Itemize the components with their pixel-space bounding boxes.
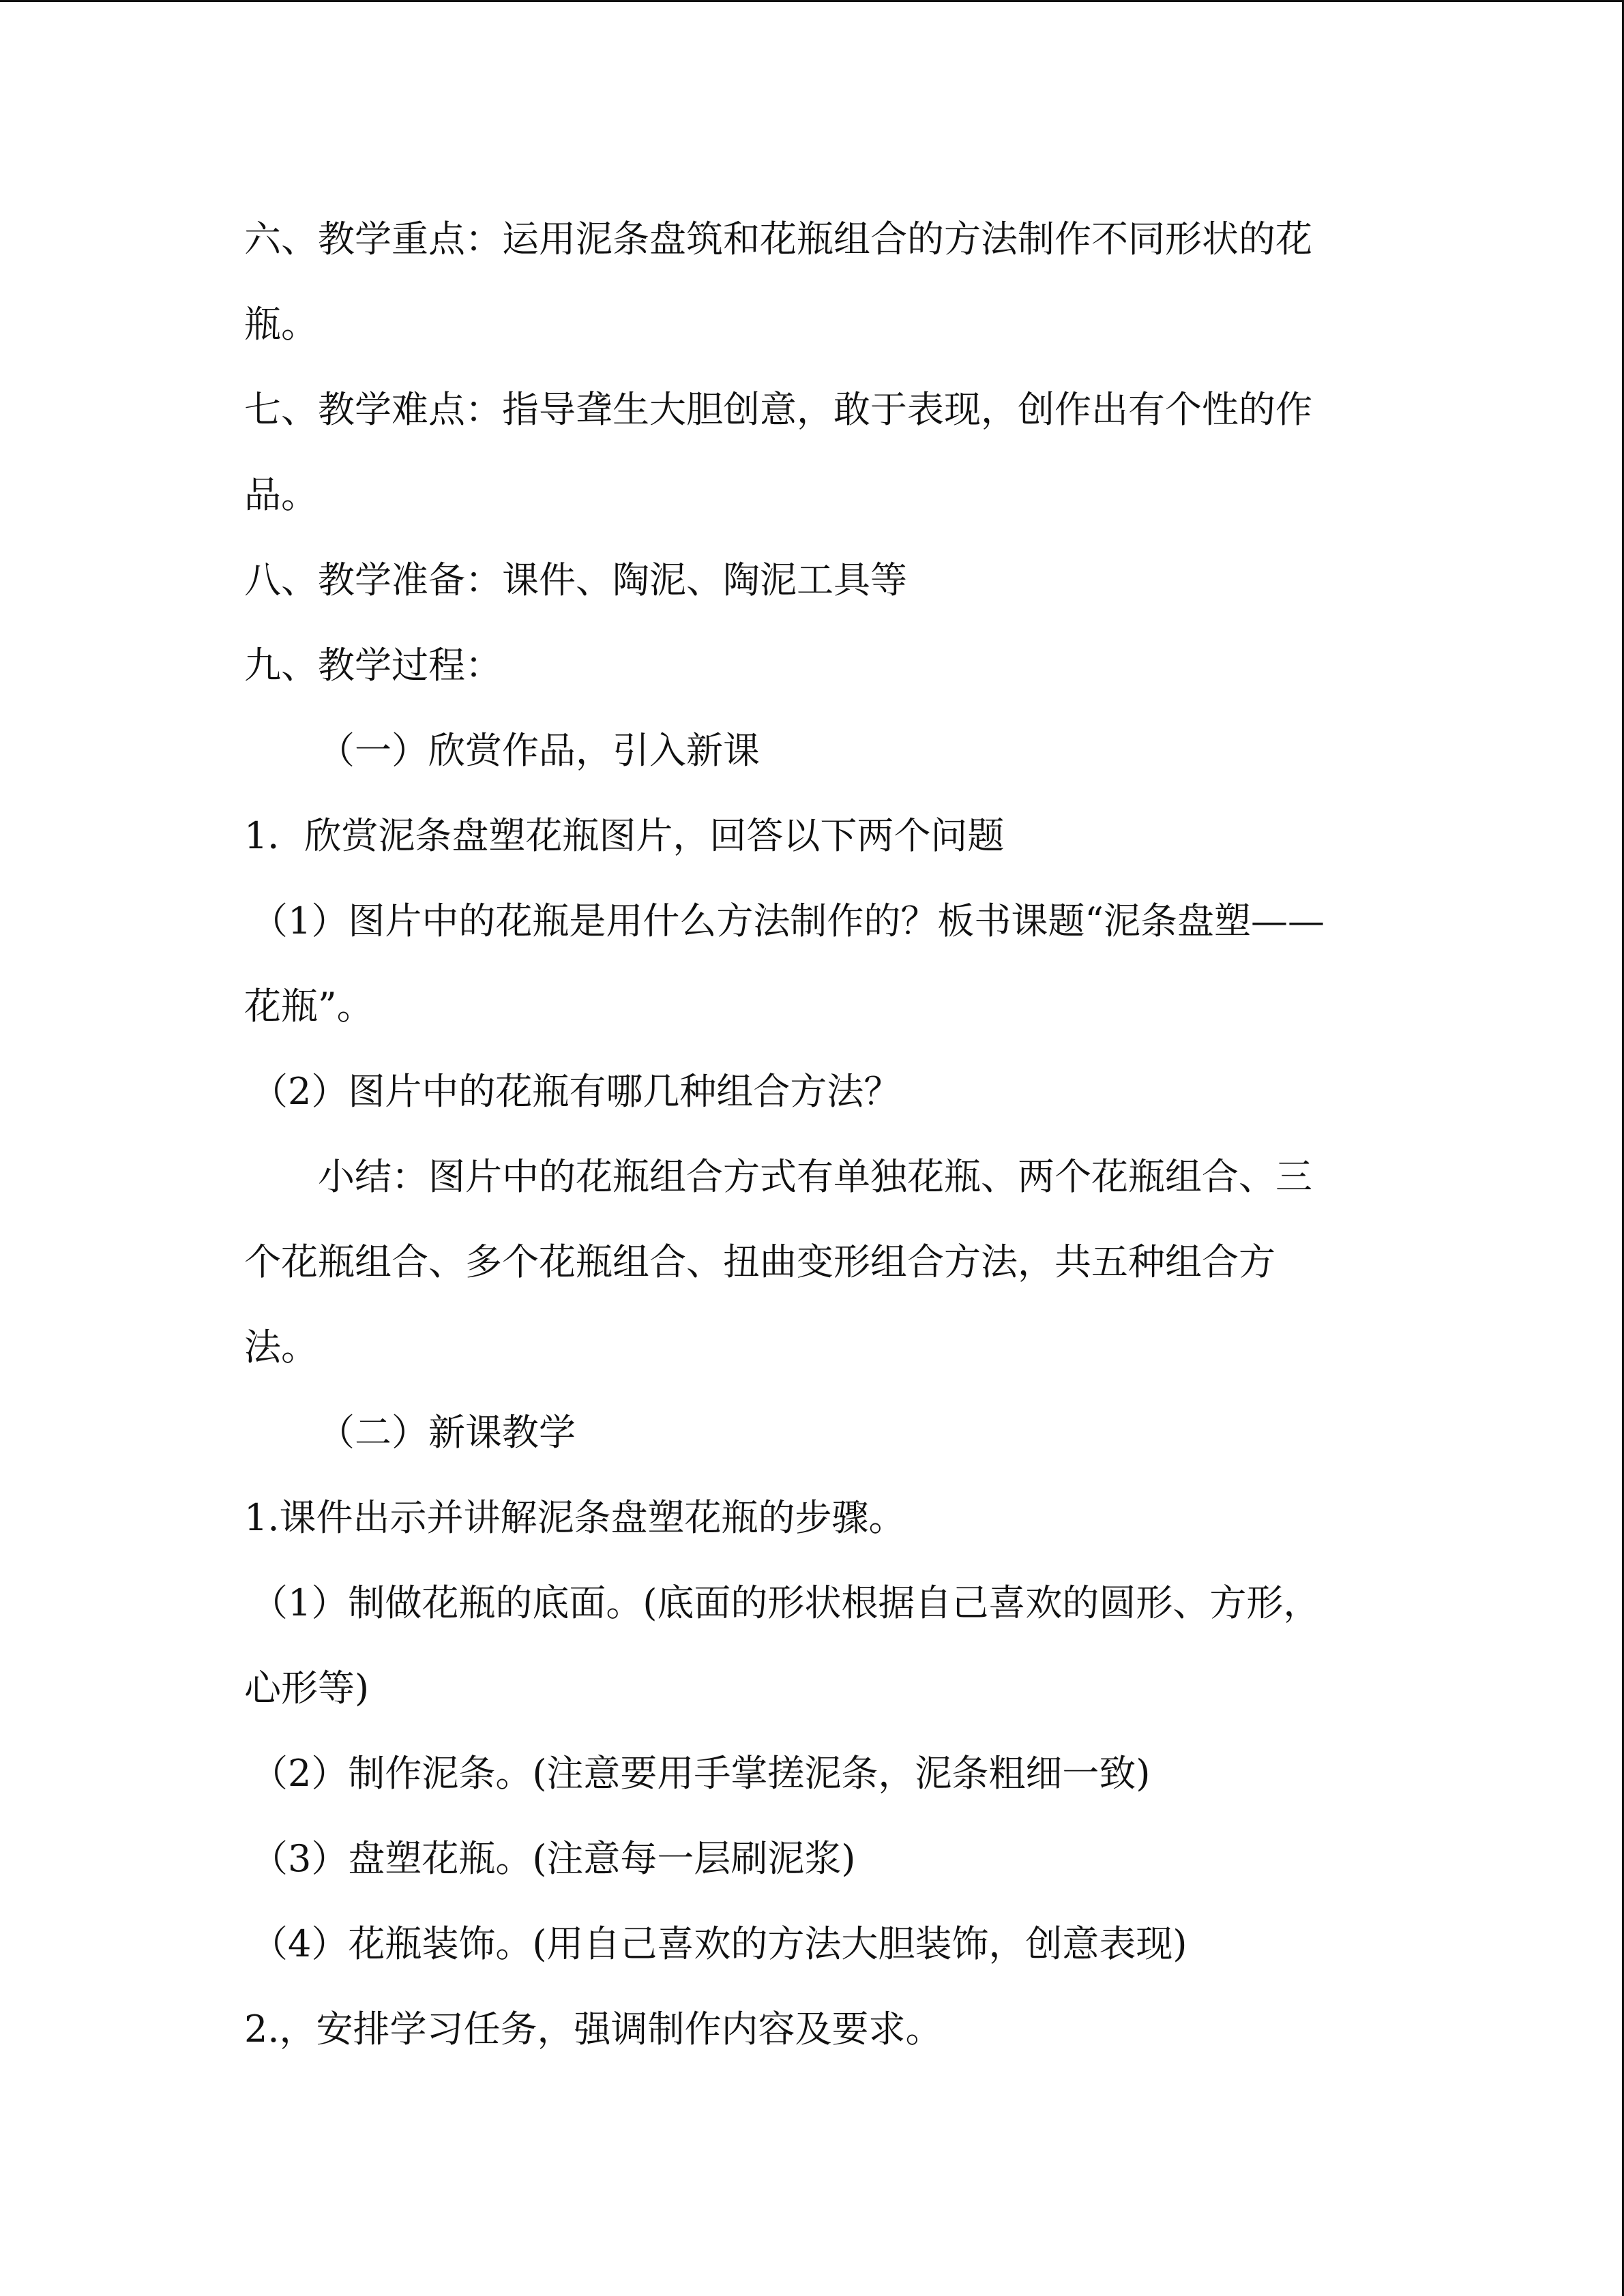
question-1-continuation: 花瓶”。 bbox=[244, 985, 374, 1028]
difficulties-continuation: 品。 bbox=[244, 473, 318, 516]
question-2-line: （2）图片中的花瓶有哪几种组合方法？ bbox=[251, 1070, 901, 1113]
summary-line: 小结：图片中的花瓶组合方式有单独花瓶、两个花瓶组合、三 bbox=[318, 1155, 1312, 1198]
section-two-heading: （二）新课教学 bbox=[318, 1411, 576, 1454]
page-top-border bbox=[0, 0, 1624, 2]
document-body bbox=[244, 209, 1390, 2084]
summary-continuation: 个花瓶组合、多个花瓶组合、扭曲变形组合方法，共五种组合方 bbox=[244, 1240, 1275, 1283]
step-build-line: （3）盘塑花瓶。(注意每一层刷泥浆) bbox=[251, 1837, 856, 1880]
difficulties-line: 七、教学难点：指导聋生大胆创意，敢于表现，创作出有个性的作 bbox=[244, 388, 1312, 431]
step-base-continuation: 心形等) bbox=[244, 1667, 370, 1710]
summary-end: 法。 bbox=[244, 1326, 318, 1369]
task-line: 2.，安排学习任务，强调制作内容及要求。 bbox=[244, 2008, 943, 2051]
key-points-continuation: 瓶。 bbox=[244, 303, 318, 346]
steps-intro-line: 1.课件出示并讲解泥条盘塑花瓶的步骤。 bbox=[244, 1496, 906, 1539]
step-coil-line: （2）制作泥条。(注意要用手掌搓泥条，泥条粗细一致) bbox=[251, 1752, 1151, 1795]
key-points-line: 六、教学重点：运用泥条盘筑和花瓶组合的方法制作不同形状的花 bbox=[244, 218, 1312, 260]
question-1-line: （1）图片中的花瓶是用什么方法制作的？板书课题“泥条盘塑—— bbox=[251, 899, 1325, 942]
step-decorate-line: （4）花瓶装饰。(用自己喜欢的方法大胆装饰，创意表现) bbox=[251, 1922, 1187, 1965]
step-1-line: 1．欣赏泥条盘塑花瓶图片，回答以下两个问题 bbox=[244, 814, 1005, 857]
preparation-line: 八、教学准备：课件、陶泥、陶泥工具等 bbox=[244, 558, 907, 601]
section-one-heading: （一）欣赏作品，引入新课 bbox=[318, 729, 760, 772]
step-base-line: （1）制做花瓶的底面。(底面的形状根据自己喜欢的圆形、方形， bbox=[251, 1581, 1320, 1624]
process-heading: 九、教学过程： bbox=[244, 644, 502, 687]
